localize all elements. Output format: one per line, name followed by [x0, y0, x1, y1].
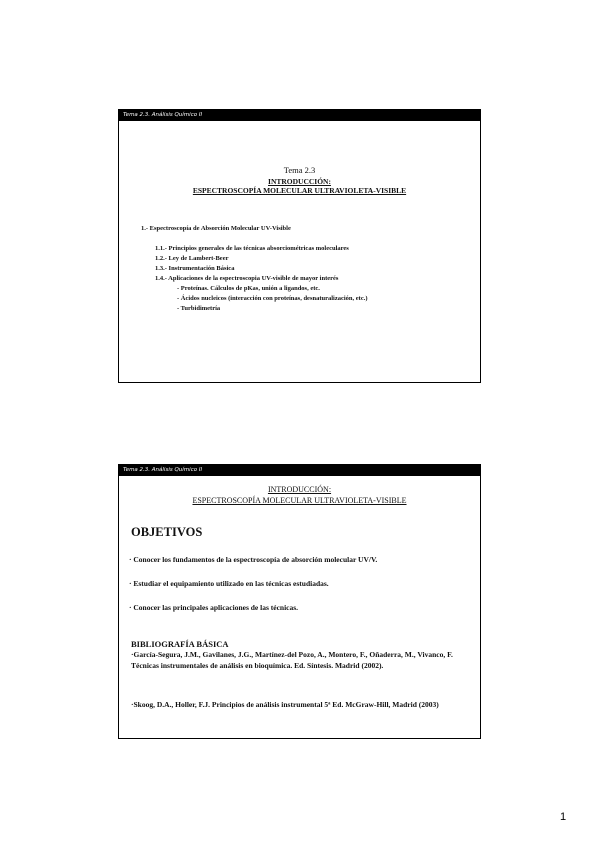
outline-list: [155, 244, 368, 314]
section-heading: 1.- Espectroscopía de Absorción Molecular UV-Visible: [141, 225, 291, 232]
objective-item: · Estudiar el equipamiento utilizado en las técnicas estudiadas.: [129, 579, 329, 588]
outline-subitem: - Ácidos nucleicos (interacción con proteínas, desnaturalización, etc.): [177, 295, 368, 302]
slide-header: Tema 2.3. Análisis Químico II: [119, 110, 480, 121]
slide-header: Tema 2.3. Análisis Químico II: [119, 465, 480, 476]
outline-item: 1.2.- Ley de Lambert-Beer: [155, 255, 229, 262]
outline-subitem: - Turbidimetría: [177, 305, 221, 312]
outline-subitem: - Proteínas. Cálculos de pKas, unión a ligandos, etc.: [177, 285, 320, 292]
objectives-title: OBJETIVOS: [131, 525, 203, 539]
intro-heading: INTRODUCCIÓN:: [268, 177, 331, 186]
intro-heading: INTRODUCCIÓN:: [267, 485, 332, 494]
objective-item: · Conocer los fundamentos de la espectroscopía de absorción molecular UV/V.: [129, 555, 378, 564]
subtitle-heading: ESPECTROSCOPÍA MOLECULAR ULTRAVIOLETA-VISIBLE: [192, 496, 407, 505]
topic-title: Tema 2.3: [283, 165, 316, 175]
slide-1: [118, 109, 481, 383]
page-number: 1: [560, 811, 567, 823]
subtitle-heading: ESPECTROSCOPÍA MOLECULAR ULTRAVIOLETA-VISIBLE: [192, 186, 407, 195]
outline-item: 1.1.- Principios generales de las técnicas absorciométricas moleculares: [155, 245, 349, 252]
bibliography-entry: ·García-Segura, J.M., Gavilanes, J.G., Martínez-del Pozo, A., Montero, F., Oñaderra, M., Vivanco, F. Técnicas instrumentales de análisis en bioquímica. Ed. Síntesis. Madrid (2002).: [131, 650, 453, 670]
bibliography-title: BIBLIOGRAFÍA BÁSICA: [131, 639, 229, 649]
outline-item: 1.3.- Instrumentación Básica: [155, 265, 235, 272]
slide-2: [118, 464, 481, 739]
bibliography-entry: ·Skoog, D.A., Holler, F.J. Principios de análisis instrumental 5ª Ed. McGraw-Hill, Madrid (2003): [131, 700, 439, 709]
objective-item: · Conocer las principales aplicaciones de las técnicas.: [129, 603, 299, 612]
outline-item: 1.4.- Aplicaciones de la espectroscopia UV-visible de mayor interés: [155, 275, 339, 282]
